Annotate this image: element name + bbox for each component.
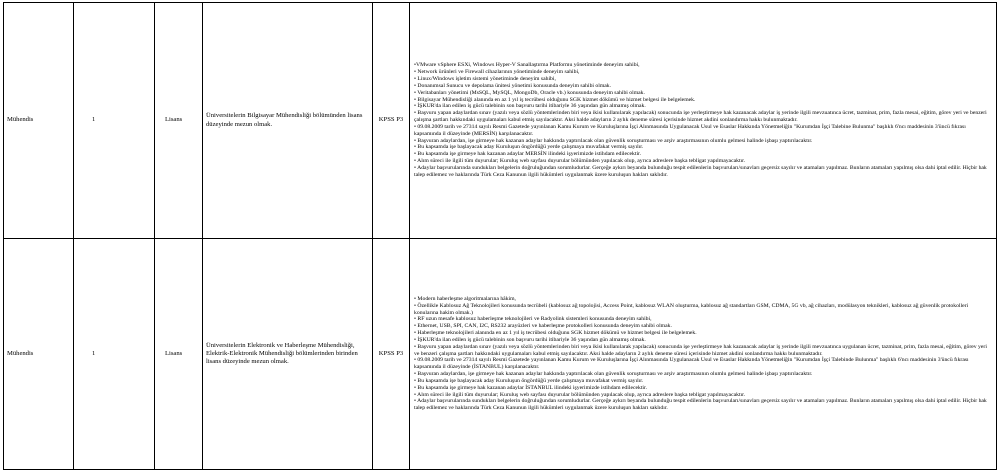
condition-line: • RF uzun mesafe kablosuz haberleşme teknolojileri ve Radyolink sistemleri konusunda deneyim sahibi, [414,316,652,323]
condition-line: • Alım süreci ile ilgili tüm duyurular; Kuruluş web sayfası duyurular bölümünden yapılacak olup, ayrıca adreslere başka tebligat yapılmayacaktır. [414,158,746,165]
condition-line: • Bilgisayar Mühendisliği alanında en az 1 yıl iş tecrübesi olduğunu SGK hizmet dökümü ve hizmet belgesi ile belgelemek. [414,96,696,103]
condition-line: • Başvuru yapan adaylardan sınav (yazılı veya sözlü yöntemlerinden biri veya ikisi kullanılarak yapılacak) sonucunda işe yerleştirmeye hak kazanacak adaylar iş yerinde ilgili mevzuatınca ücret, tazminat, prim, fazla mesai, eğitim, görev yeri ve benzeri çalışma şartları hakkındaki uygulamaları kabul etmiş sayılacaktır. Aksi halde adayların 2 aylık deneme süresi içerisinde hizmet akdini sonlandırma hakkı bulunmaktadır. [414,110,987,124]
condition-line: • Bu kapsamda işe girmeye hak kazanan adaylar MERSİN ilindeki işyerimizde istihdam edilecektir. [414,151,642,158]
condition-line: • Veritabanları yönetimi (MsSQL, MySQL, MongoDb, Oracle vb.) konusunda deneyim sahibi olmak. [414,89,645,96]
education-level: Lisans [155,3,203,239]
position-title: Mühendis [4,239,74,470]
kpss-score-type: KPSS P3 [373,3,410,239]
position-title: Mühendis [4,3,74,239]
condition-line: • 09.08.2009 tarih ve 27314 sayılı Resmi Gazetede yayınlanan Kamu Kurum ve Kuruluşlarına İşçi Alınmasında Uygulanacak Usul ve Esaslar Hakkında Yönetmeliğin "Kurumdan İşçi Talebinde Bulunma" başlıklı 6'ncı maddesinin 3'üncü fıkrası kapsamında il düzeyinde (İSTANBUL) karşılanacaktır. [414,357,969,371]
department-requirement: Üniversitelerin Elektronik ve Haberleşme Mühendisliği, Elektrik-Elektronik Mühendisliği bölümlerinden birinden lisans düzeyinde mezun olmak. [203,239,373,470]
condition-line: • Adaylar başvurularında sundukları belgelerin doğruluğundan sorumludurlar. Gerçeğe aykırı beyanda bulunduğu tespit edilenlerin başvuruları/sınavları geçersiz sayılır ve atamaları yapılmaz. Bunların atamaları yapılmış olsa dahi iptal edilir. Hiçbir hak talep edilemez ve haklarında Türk Ceza Kanunun ilgili hükümleri uygulanmak üzere kuruluşun hakları saklıdır. [414,398,987,412]
condition-line: • Bu kapsamda işe başlayacak aday Kuruluşun öngördüğü yerde çalışmaya muvafakat vermiş sayılır. [414,144,644,151]
condition-line: • Linux/Windows işletim sistemi yönetiminde deneyim sahibi, [414,76,556,83]
condition-line: • Donanımsal Sunucu ve depolama ünitesi yönetimi konusunda deneyim sahibi olmak. [414,82,612,89]
kpss-score-type: KPSS P3 [373,239,410,470]
condition-line: • Network ürünleri ve Firewall cihazlarının yönetiminde deneyim sahibi, [414,69,580,76]
condition-line: • Haberleşme teknolojileri alanında en az 1 yıl iş tecrübesi olduğunu SGK hizmet dökümü ve hizmet belgesi ile belgelemek. [414,330,697,337]
education-level: Lisans [155,239,203,470]
condition-line: • Modern haberleşme algoritmalarına hâkim, [414,295,516,302]
condition-line: • Alım süreci ile ilgili tüm duyurular; Kuruluş web sayfası duyurular bölümünden yapılacak olup, ayrıca adreslere başka tebligat yapılmayacaktır. [414,391,746,398]
condition-line: • Adaylar başvurularında sundukları belgelerin doğruluğundan sorumludurlar. Gerçeğe aykırı beyanda bulunduğu tespit edilenlerin başvuruları/sınavları geçersiz sayılır ve atamaları yapılmaz. Bunların atamaları yapılmış olsa dahi iptal edilir. Hiçbir hak talep edilemez ve haklarında Türk Ceza Kanunun ilgili hükümleri uygulanmak üzere kuruluşun hakları saklıdır. [414,164,987,178]
requirements-table [3,2,997,470]
position-count: 1 [74,239,155,470]
condition-line: • İŞKUR'da ilan edilen iş gücü talebinin son başvuru tarihi itibariyle 36 yaşından gün almamış olmak. [414,336,646,343]
table-row [4,3,997,239]
condition-line: • Bu kapsamda işe başlayacak aday Kuruluşun öngördüğü yerde çalışmaya muvafakat vermiş sayılır. [414,377,644,384]
conditions-cell [410,3,997,239]
condition-line: • Başvuru yapan adaylardan sınav (yazılı veya sözlü yöntemlerinden biri veya ikisi kullanılarak yapılacak) sonucunda işe yerleştirmeye hak kazanacak adaylar iş yerinde ilgili mevzuatınca uygulanan ücret, tazminat, prim, fazla mesai, eğitim, görev yeri ve benzeri çalışma şartları hakkındaki uygulamaları kabul etmiş sayılacaktır. Aksi halde adayların 2 aylık deneme süresi içerisinde hizmet akdini sonlandırma hakkı bulunmaktadır. [414,343,987,357]
condition-line: • Başvuran adaylardan, işe girmeye hak kazanan adaylar hakkında yaptırılacak olan güvenlik soruşturması ve arşiv araştırmasının olumlu gelmesi halinde işbaşı yaptırılacaktır. [414,137,813,144]
condition-line: • İŞKUR'da ilan edilen iş gücü talebinin son başvuru tarihi itibariyle 36 yaşından gün almamış olmak. [414,103,646,110]
table-row [4,239,997,470]
department-requirement: Üniversitelerin Bilgisayar Mühendisliği bölümünden lisans düzeyinde mezun olmak. [203,3,373,239]
position-count: 1 [74,3,155,239]
condition-line: • Başvuran adaylardan, işe girmeye hak kazanan adaylar hakkında yaptırılacak olan güvenlik soruşturması ve arşiv araştırmasının olumlu gelmesi halinde işbaşı yaptırılacaktır. [414,371,813,378]
condition-line: • 09.08.2009 tarih ve 27314 sayılı Resmi Gazetede yayınlanan Kamu Kurum ve Kuruluşlarına İşçi Alınmasında Uygulanacak Usul ve Esaslar Hakkında Yönetmeliğin "Kurumdan İşçi Talebine Bulunma" başlıklı 6'ncı maddesinin 3'üncü fıkrası kapsamında il düzeyinde (MERSİN) karşılanacaktır. [414,123,966,137]
condition-line: • Ethernet, USB, SPI, CAN, I2C, RS232 arayüzleri ve haberleşme protokolleri konusunda deneyim sahibi olmak. [414,323,672,330]
condition-line: • Bu kapsamda işe girmeye hak kazanan adaylar İSTANBUL ilindeki işyerimizde istihdam edilecektir. [414,384,648,391]
condition-line: •VMware vSphere ESXi, Windows Hyper-V Sanallaştırma Platformu yönetiminde deneyim sahibi, [414,62,640,69]
conditions-cell [410,239,997,470]
condition-line: • Özellikle Kablosuz Ağ Teknolojileri konusunda tecrübeli (kablosuz ağ topolojisi, Access Point, kablosuz WLAN oluşturma, kablosuz ağ standartları GSM, CDMA, 5G vb, ağ cihazları, modülasyon teknikleri, kablosuz ağ güvenlik protokolleri konularına hakim olmak.) [414,302,969,316]
